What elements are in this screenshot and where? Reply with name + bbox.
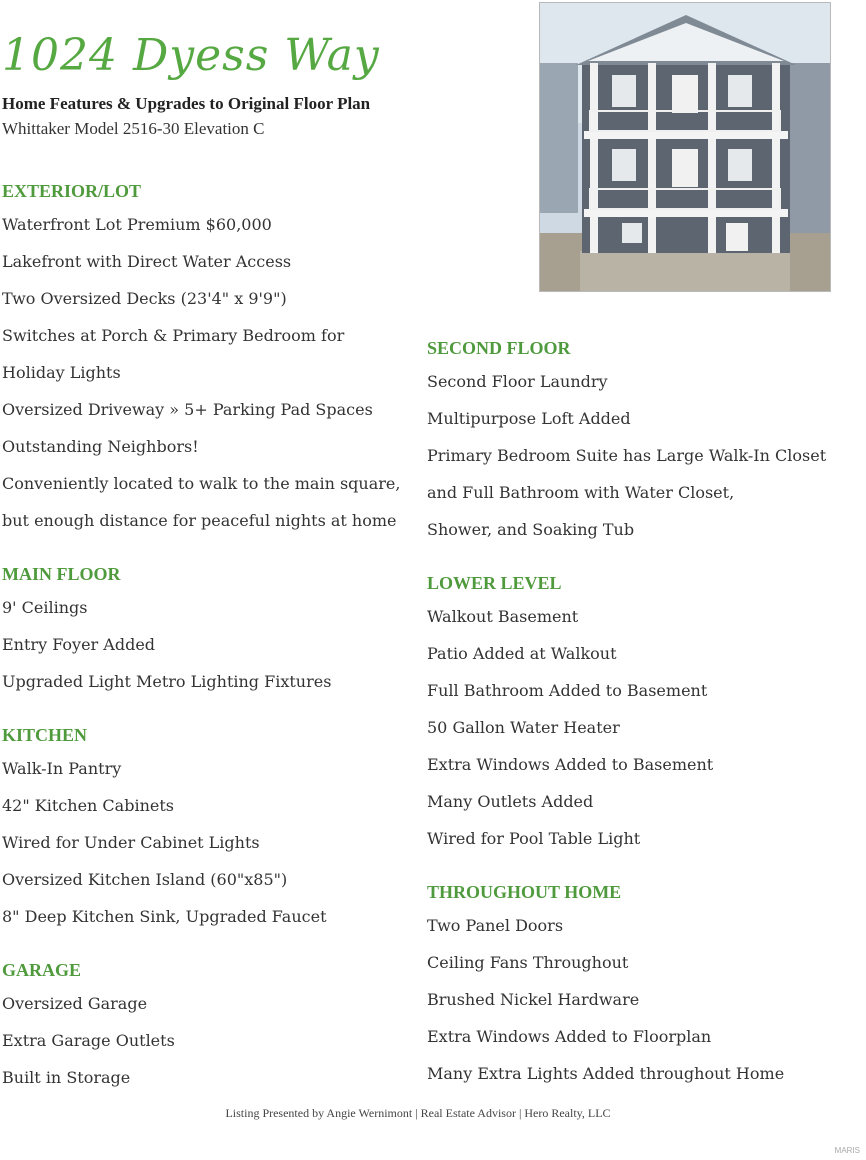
list-item: Oversized Garage xyxy=(2,994,148,1013)
house-photo xyxy=(539,2,831,292)
section-heading-garage: GARAGE xyxy=(2,960,82,980)
section-heading-exterior: EXTERIOR/LOT xyxy=(2,181,142,201)
right-column xyxy=(427,335,857,1098)
list-item: Many Extra Lights Added throughout Home xyxy=(427,1064,785,1083)
list-item: Walk-In Pantry xyxy=(2,759,122,778)
list-item: Lakefront with Direct Water Access xyxy=(2,252,292,271)
list-item: Second Floor Laundry xyxy=(427,372,608,391)
list-item: Waterfront Lot Premium $60,000 xyxy=(2,215,272,234)
house-illustration xyxy=(540,3,831,292)
list-item: Ceiling Fans Throughout xyxy=(427,953,629,972)
list-item: and Full Bathroom with Water Closet, xyxy=(427,483,735,502)
list-item: 8" Deep Kitchen Sink, Upgraded Faucet xyxy=(2,907,327,926)
list-item: Oversized Driveway » 5+ Parking Pad Spaces xyxy=(2,400,373,419)
list-item: Shower, and Soaking Tub xyxy=(427,520,635,539)
list-item: Holiday Lights xyxy=(2,363,121,382)
list-item: Full Bathroom Added to Basement xyxy=(427,681,708,700)
list-item: Extra Garage Outlets xyxy=(2,1031,175,1050)
list-item: Extra Windows Added to Basement xyxy=(427,755,714,774)
list-item: Many Outlets Added xyxy=(427,792,594,811)
list-item: Two Oversized Decks (23'4" x 9'9") xyxy=(2,289,287,308)
list-item: Upgraded Light Metro Lighting Fixtures xyxy=(2,672,332,691)
list-item: Two Panel Doors xyxy=(427,916,564,935)
page-title: 1024 Dyess Way xyxy=(2,30,380,81)
list-item: but enough distance for peaceful nights at home xyxy=(2,511,397,530)
list-item: Multipurpose Loft Added xyxy=(427,409,631,428)
list-item: Primary Bedroom Suite has Large Walk-In Closet xyxy=(427,446,827,465)
section-heading-kitchen: KITCHEN xyxy=(2,725,88,745)
list-item: Wired for Under Cabinet Lights xyxy=(2,833,260,852)
list-item: Built in Storage xyxy=(2,1068,131,1087)
footer-credit: Listing Presented by Angie Wernimont | Real Estate Advisor | Hero Realty, LLC xyxy=(225,1106,611,1120)
section-heading-main-floor: MAIN FLOOR xyxy=(2,564,121,584)
list-item: Wired for Pool Table Light xyxy=(427,829,641,848)
page-subtitle: Home Features & Upgrades to Original Floor Plan xyxy=(2,94,371,113)
list-item: Conveniently located to walk to the main square, xyxy=(2,474,401,493)
list-item: 9' Ceilings xyxy=(2,598,88,617)
list-item: Extra Windows Added to Floorplan xyxy=(427,1027,712,1046)
model-info: Whittaker Model 2516-30 Elevation C xyxy=(2,119,265,138)
list-item: Patio Added at Walkout xyxy=(427,644,617,663)
watermark: MARIS xyxy=(834,1146,860,1155)
section-heading-lower-level: LOWER LEVEL xyxy=(427,573,562,593)
list-item: Outstanding Neighbors! xyxy=(2,437,199,456)
section-heading-throughout: THROUGHOUT HOME xyxy=(427,882,622,902)
list-item: 42" Kitchen Cabinets xyxy=(2,796,174,815)
list-item: Brushed Nickel Hardware xyxy=(427,990,640,1009)
list-item: Switches at Porch & Primary Bedroom for xyxy=(2,326,345,345)
section-heading-second-floor: SECOND FLOOR xyxy=(427,338,571,358)
list-item: Oversized Kitchen Island (60"x85") xyxy=(2,870,288,889)
left-column xyxy=(2,178,417,1102)
list-item: Walkout Basement xyxy=(427,607,579,626)
list-item: Entry Foyer Added xyxy=(2,635,156,654)
list-item: 50 Gallon Water Heater xyxy=(427,718,620,737)
